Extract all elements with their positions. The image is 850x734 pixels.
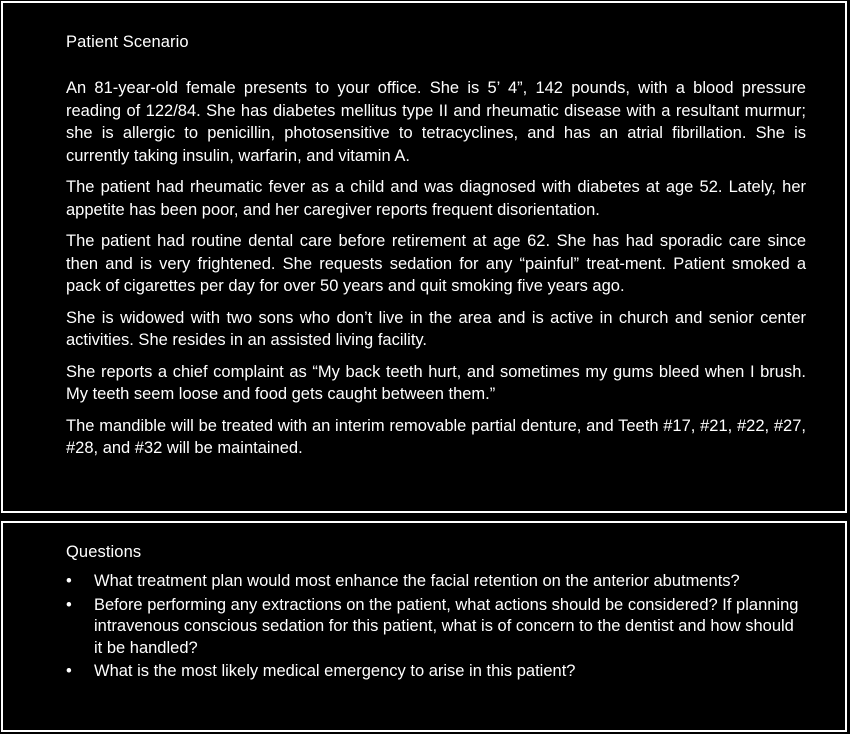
question-item (66, 595, 806, 660)
scenario-paragraph: She is widowed with two sons who don’t live in the area and is active in church and senior center activities. She resides in an assisted living facility. (66, 308, 806, 349)
question-item (66, 661, 806, 683)
scenario-paragraph: The mandible will be treated with an interim removable partial denture, and Teeth #17, #21, #22, #27, #28, and #32 will be maintained. (66, 416, 806, 457)
question-item (66, 571, 806, 593)
scenario-paragraph: She reports a chief complaint as “My back teeth hurt, and sometimes my gums bleed when I brush. My teeth seem loose and food gets caught between them.” (66, 362, 806, 403)
scenario-paragraph: The patient had rheumatic fever as a child and was diagnosed with diabetes at age 52. Lately, her appetite has been poor, and her caregiver reports frequent disorientation. (66, 178, 806, 219)
questions-heading: Questions (66, 543, 142, 561)
scenario-paragraph: An 81-year-old female presents to your office. She is 5’ 4”, 142 pounds, with a blood pressure reading of 122/84. She has diabetes mellitus type II and rheumatic disease with a resultant murmur; she is allergic to penicillin, photosensitive to tetracyclines, and has an atrial fibrillation. She is currently taking insulin, warfarin, and vitamin A. (66, 79, 806, 165)
bullet-icon: • (66, 595, 72, 614)
questions-list (66, 571, 806, 685)
question-text: Before performing any extractions on the patient, what actions should be considered? If planning intravenous conscious sedation for this patient, what is of concern to the dentist and how should it be handled? (94, 595, 799, 657)
bullet-icon: • (66, 572, 72, 590)
question-text: What is the most likely medical emergency to arise in this patient? (94, 662, 576, 680)
scenario-body (66, 77, 806, 469)
scenario-heading: Patient Scenario (66, 33, 189, 51)
scenario-paragraph: The patient had routine dental care before retirement at age 62. She has had sporadic care since then and is very frightened. She requests sedation for any “painful” treat-ment. Patient smoked a pack of cigarettes per day for over 50 years and quit smoking five years ago. (66, 232, 806, 295)
question-text: What treatment plan would most enhance the facial retention on the anterior abutments? (94, 572, 740, 590)
bullet-icon: • (66, 662, 72, 680)
